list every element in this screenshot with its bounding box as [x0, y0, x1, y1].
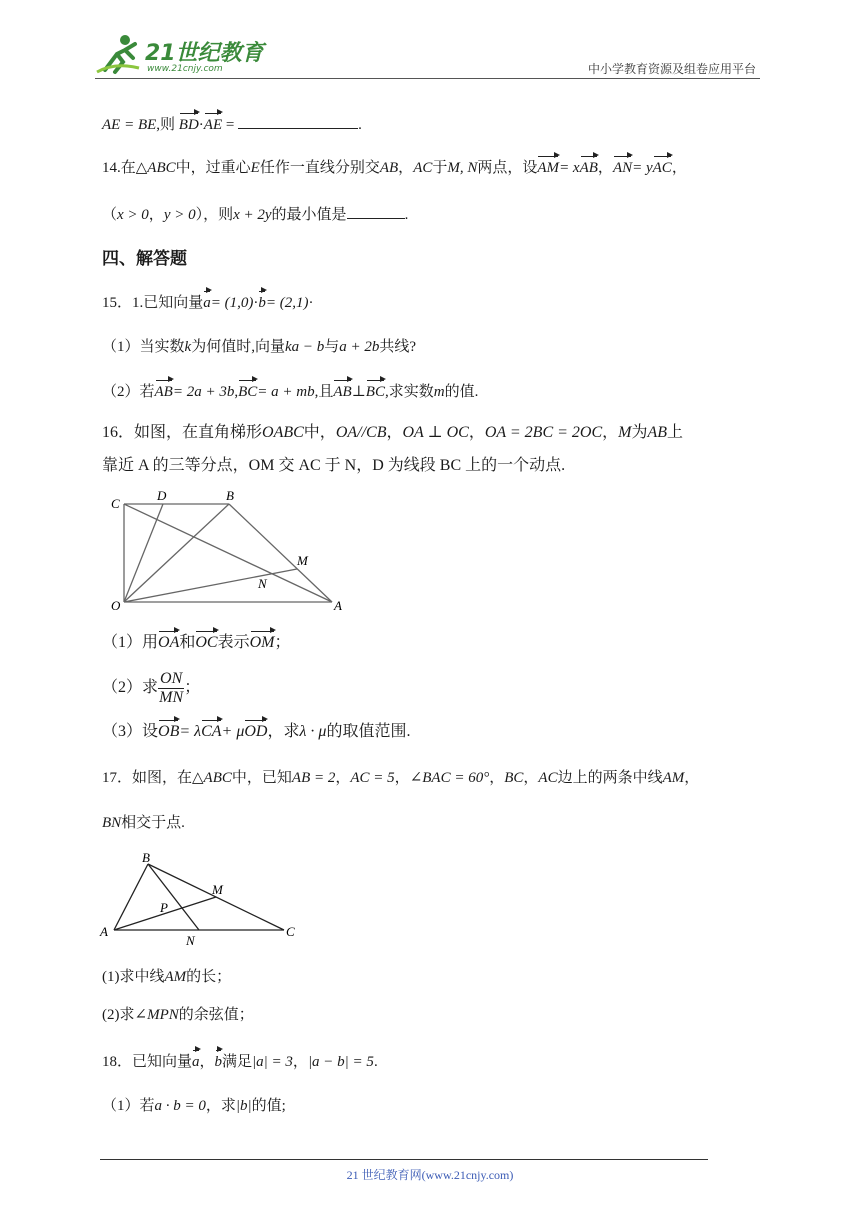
header-divider	[95, 78, 760, 79]
logo-runner-icon	[95, 32, 143, 76]
label-O: O	[111, 598, 121, 613]
header	[95, 32, 760, 80]
label-A: A	[100, 924, 108, 939]
q13-tail: AE = BE,则 BD·AE = .	[102, 114, 362, 135]
label-P: P	[160, 900, 168, 915]
footer-text[interactable]: 21 世纪教育网(www.21cnjy.com)	[346, 1168, 514, 1182]
label-C: C	[111, 496, 120, 511]
label-N: N	[258, 576, 267, 591]
q15-stem: 15．1.已知向量a= (1,0)·b= (2,1)·	[102, 295, 314, 311]
q18-stem: 18．已知向量a，b满足|a| = 3，|a − b| = 5.	[102, 1054, 378, 1070]
q17-stem-line1: 17．如图，在△ABC中，已知AB = 2，AC = 5，∠BAC = 60°，BC，AC边上的两条中线AM，	[102, 770, 700, 786]
label-M: M	[212, 882, 223, 897]
q18-part1: （1）若a · b = 0，求|b|的值;	[102, 1098, 286, 1114]
label-N: N	[186, 933, 195, 948]
logo-text: 21世纪教育	[145, 41, 264, 66]
logo-url: www.21cnjy.com	[147, 64, 223, 74]
label-M: M	[297, 553, 308, 568]
section-heading: 四、解答题	[102, 249, 187, 269]
label-C: C	[286, 924, 295, 939]
answer-blank	[238, 114, 358, 129]
q16-part1: （1）用OA和OC表示OM；	[102, 634, 291, 651]
q16-part2: （2）求 $\frac{ON}{MN}$ ；	[102, 669, 201, 706]
q17-part1: (1)求中线AM的长；	[102, 969, 232, 985]
label-B: B	[226, 488, 234, 503]
q16-trapezoid-figure	[105, 488, 355, 616]
q15-part2: （2）若AB= 2a + 3b,BC= a + mb,且AB⊥BC,求实数m的值.	[102, 384, 479, 400]
q16-part3: （3）设OB= λCA+ μOD，求λ · μ的取值范围.	[102, 723, 411, 740]
q17-triangle-figure	[98, 850, 308, 950]
q17-part2: (2)求∠MPN的余弦值；	[102, 1007, 254, 1023]
label-B: B	[142, 850, 150, 865]
footer-divider	[100, 1159, 708, 1160]
q15-part1: （1）当实数k为何值时,向量ka − b与a + 2b共线?	[102, 339, 417, 355]
q16-stem-line2: 靠近 A 的三等分点，OM 交 AC 于 N，D 为线段 BC 上的一个动点.	[102, 457, 566, 474]
fraction: $\frac{ON}{MN}$	[159, 669, 184, 706]
label-A: A	[334, 598, 342, 613]
q16-stem-line1: 16．如图，在直角梯形OABC中，OA//CB，OA ⊥ OC，OA = 2BC = 2OC，M为AB上	[102, 424, 684, 441]
answer-blank	[347, 204, 405, 219]
q14-line1: 14.在△ABC中，过重心E任作一直线分别交AB，AC于M, N两点，设AM= xAB，AN= yAC，	[102, 160, 687, 176]
header-platform-text: 中小学教育资源及组卷应用平台	[587, 62, 756, 76]
q14-line2: （x > 0，y > 0），则x + 2y的最小值是 .	[102, 204, 408, 225]
q17-stem-line2: BN相交于点.	[102, 815, 185, 831]
label-D: D	[157, 488, 167, 503]
